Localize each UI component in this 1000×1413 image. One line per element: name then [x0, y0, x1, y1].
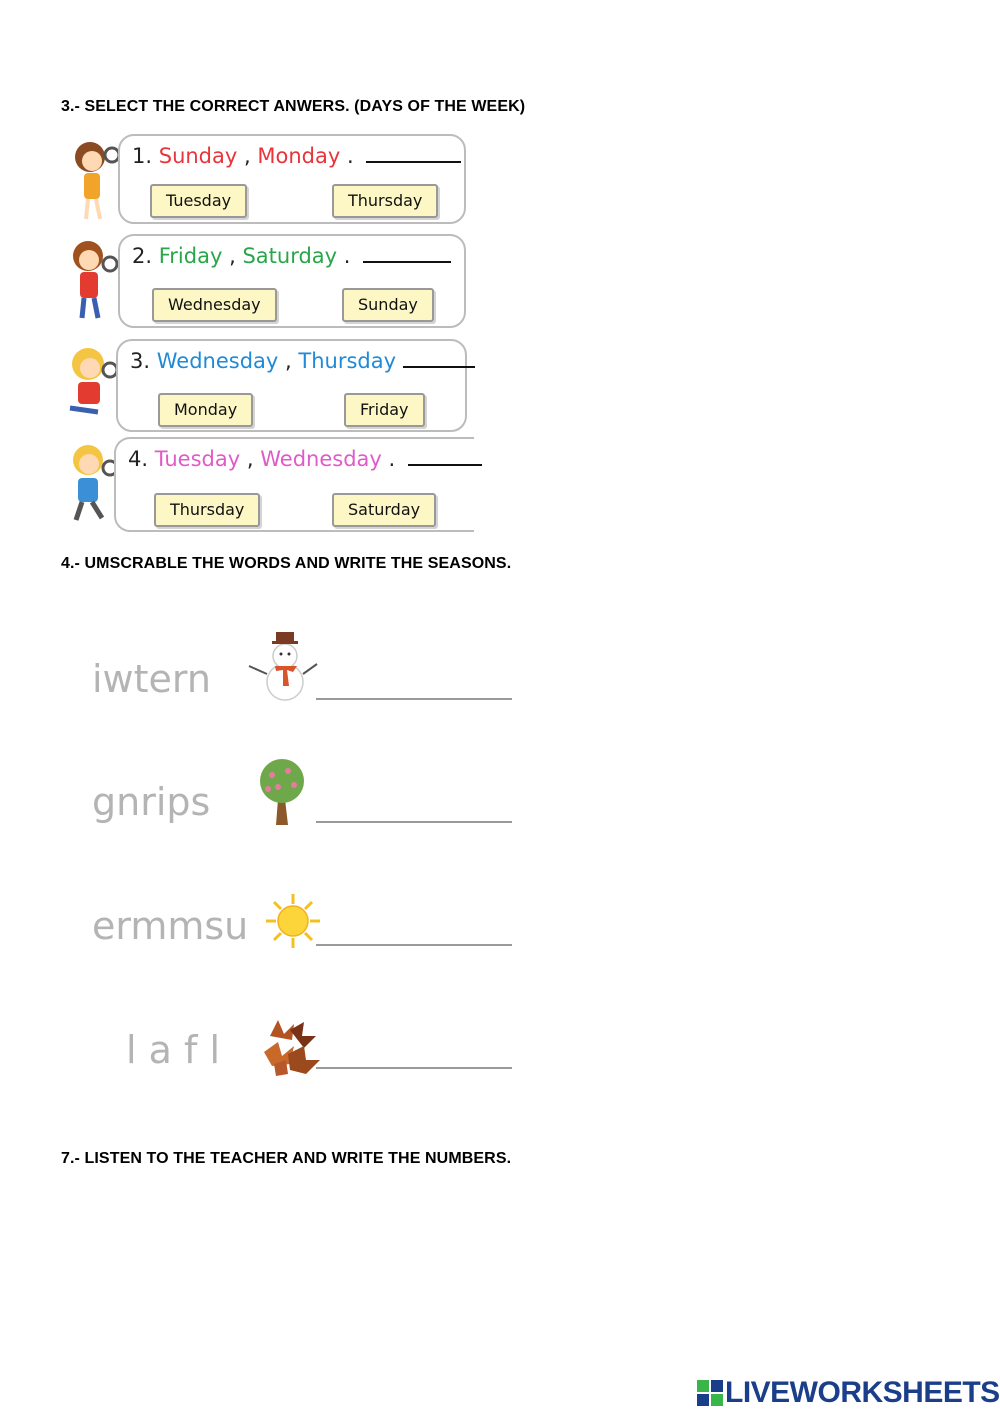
exercise-4-title: 4.- UMSCRABLE THE WORDS AND WRITE THE SEASONS.: [61, 555, 512, 572]
question-day-1: Sunday: [158, 144, 238, 168]
scrambled-word: iwtern: [92, 657, 211, 701]
kid-with-magnifier-icon: [62, 135, 120, 227]
question-card-1: [118, 134, 466, 224]
option-button[interactable]: Thursday: [332, 184, 438, 218]
option-button[interactable]: Wednesday: [152, 288, 277, 322]
question-day-1: Wednesday: [156, 349, 279, 373]
answer-blank[interactable]: [363, 245, 451, 263]
autumn-leaves-icon: [260, 1016, 322, 1078]
option-button[interactable]: Tuesday: [150, 184, 247, 218]
option-button[interactable]: Sunday: [342, 288, 434, 322]
question-card-3: [116, 339, 467, 432]
liveworksheets-logo: [697, 1376, 1000, 1410]
question-day-2: Saturday: [242, 244, 338, 268]
option-button[interactable]: Thursday: [154, 493, 260, 527]
separator: ,: [285, 349, 292, 373]
question-line-4: [128, 447, 482, 471]
separator: .: [388, 447, 396, 471]
question-number: 2.: [132, 244, 153, 268]
sun-icon: [264, 892, 322, 950]
option-button[interactable]: Monday: [158, 393, 253, 427]
question-number: 1.: [132, 144, 153, 168]
separator: ,: [229, 244, 236, 268]
question-card-4: [114, 437, 474, 532]
question-day-1: Tuesday: [154, 447, 241, 471]
question-card-2: [118, 234, 466, 328]
question-day-2: Thursday: [298, 349, 397, 373]
scrambled-word: ermmsu: [92, 904, 249, 948]
answer-blank[interactable]: [403, 350, 475, 368]
exercise-7-title: 7.- LISTEN TO THE TEACHER AND WRITE THE NUMBERS.: [61, 1150, 512, 1167]
question-line-1: [132, 144, 461, 168]
scrambled-word: l a f l: [126, 1028, 221, 1072]
exercise-3-title: 3.- SELECT THE CORRECT ANWERS. (DAYS OF THE WEEK): [61, 98, 526, 115]
kid-with-magnifier-icon: [62, 438, 120, 530]
question-line-2: [132, 244, 451, 268]
answer-line[interactable]: [316, 1067, 512, 1069]
answer-line[interactable]: [316, 698, 512, 700]
answer-line[interactable]: [316, 944, 512, 946]
question-day-1: Friday: [158, 244, 223, 268]
option-button[interactable]: Friday: [344, 393, 425, 427]
separator: .: [346, 144, 354, 168]
kid-with-magnifier-icon: [62, 234, 120, 326]
separator: ,: [246, 447, 254, 471]
separator: ,: [244, 144, 251, 168]
tree-icon: [254, 757, 310, 827]
question-number: 4.: [128, 447, 149, 471]
question-line-3: [130, 349, 475, 373]
separator: .: [343, 244, 351, 268]
kid-with-magnifier-icon: [62, 342, 120, 434]
snowman-icon: [243, 628, 319, 704]
question-day-2: Monday: [257, 144, 341, 168]
question-number: 3.: [130, 349, 151, 373]
option-button[interactable]: Saturday: [332, 493, 436, 527]
answer-blank[interactable]: [366, 145, 461, 163]
answer-blank[interactable]: [408, 448, 482, 466]
question-day-2: Wednesday: [260, 447, 382, 471]
liveworksheets-logo-icon: [697, 1380, 723, 1406]
answer-line[interactable]: [316, 821, 512, 823]
logo-text: LIVEWORKSHEETS: [725, 1376, 1000, 1409]
scrambled-word: gnrips: [92, 780, 211, 824]
